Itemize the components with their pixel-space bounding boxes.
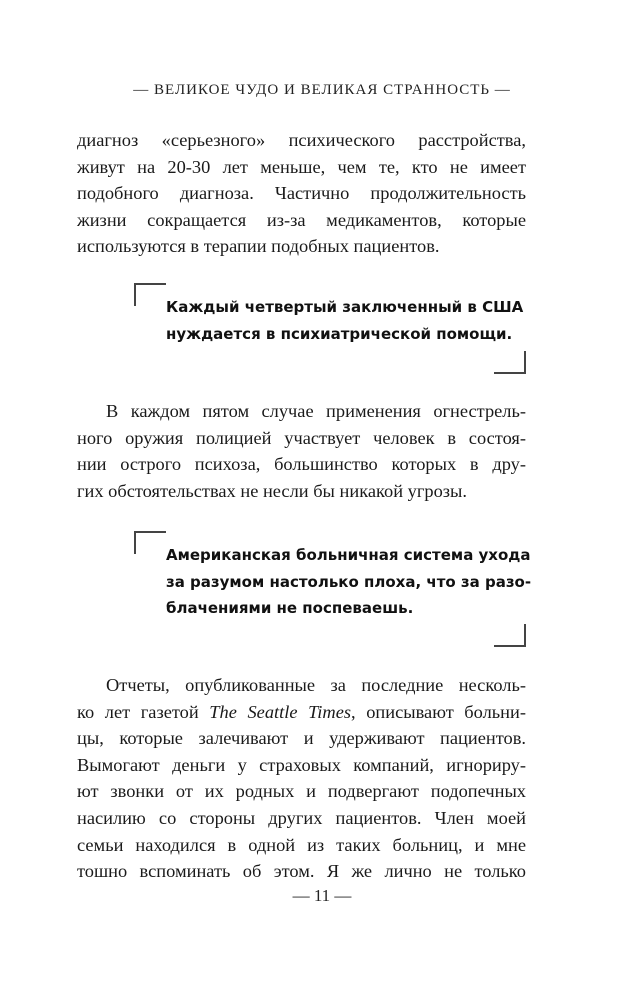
text-line: гих обстоятельствах не несли бы никакой угрозы. xyxy=(77,480,467,501)
text-line: семьи находился в одной из таких больниц, и мне xyxy=(77,834,526,855)
text-segment: , описывают больни- xyxy=(351,701,526,722)
text-line: живут на 20-30 лет меньше, чем те, кто не имеет xyxy=(77,156,526,177)
text-line: диагноз «серьезного» психического расстройства, xyxy=(77,130,526,150)
quote-corner-bottom-right xyxy=(494,624,526,647)
pull-quote-1 xyxy=(134,283,526,374)
text-line: ного оружия полицией участвует человек в состоя- xyxy=(77,427,526,448)
paragraph-3 xyxy=(77,672,526,885)
paragraph-1 xyxy=(77,127,526,260)
quote-corner-bottom-right xyxy=(494,351,526,374)
text-line: тошно вспоминать об этом. Я же лично не только xyxy=(77,861,526,882)
pull-quote-text xyxy=(166,294,526,347)
text-line: Отчеты, опубликованные за последние несколь- xyxy=(106,675,526,695)
paragraph-2 xyxy=(77,398,526,504)
quote-line: Американская больничная система ухода xyxy=(166,546,531,564)
quote-corner-top-left xyxy=(134,283,166,306)
running-head: — ВЕЛИКОЕ ЧУДО И ВЕЛИКАЯ СТРАННОСТЬ — xyxy=(133,82,511,98)
quote-line: Каждый четвертый заключенный в США xyxy=(166,298,524,316)
text-line: жизни сокращается из-за медикаментов, которые xyxy=(77,209,526,230)
quote-line: нуждается в психиатрической помощи. xyxy=(166,324,513,343)
page-number: — 11 — xyxy=(292,886,352,905)
text-line: насилию со стороны других пациентов. Член моей xyxy=(77,807,526,828)
pull-quote-2 xyxy=(134,531,532,647)
text-line: используются в терапии подобных пациентов. xyxy=(77,236,440,257)
text-line: Вымогают деньги у страховых компаний, игнориру- xyxy=(77,754,526,775)
text-line: В каждом пятом случае применения огнестрель- xyxy=(106,401,526,421)
text-segment: ко лет газетой xyxy=(77,701,210,722)
pull-quote-text xyxy=(166,542,532,622)
quote-corner-top-left xyxy=(134,531,166,554)
text-line: нии острого психоза, большинство которых в дру- xyxy=(77,454,526,475)
quote-line: за разумом настолько плоха, что за разо- xyxy=(166,572,532,591)
newspaper-title: The Seattle Times xyxy=(209,701,352,722)
text-line: ют звонки от их родных и подвергают подопечных xyxy=(77,781,526,802)
text-line: цы, которые залечивают и удерживают пациентов. xyxy=(77,728,526,749)
quote-line: блачениями не поспеваешь. xyxy=(166,599,414,617)
text-line xyxy=(77,699,526,726)
text-line: подобного диагноза. Частично продолжительность xyxy=(77,183,526,204)
